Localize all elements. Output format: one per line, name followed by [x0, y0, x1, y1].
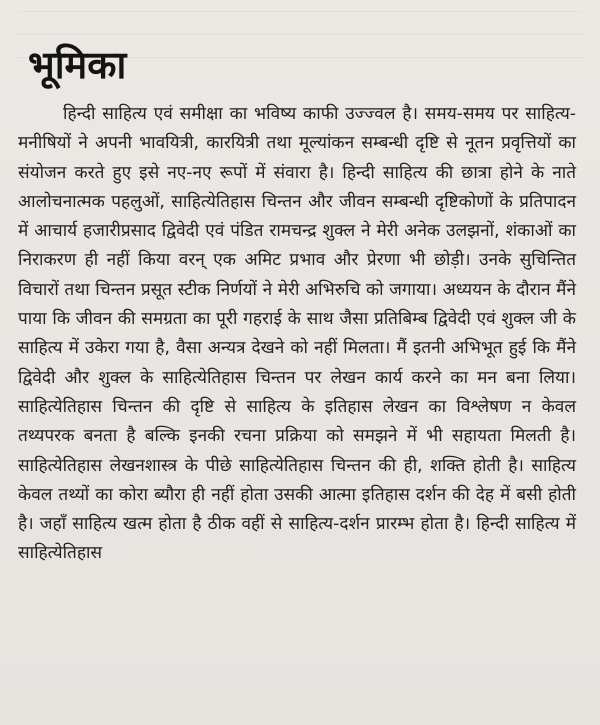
body-paragraph: हिन्दी साहित्य एवं समीक्षा का भविष्य काफी उज्ज्वल है। समय-समय पर साहित्य-मनीषियों ने अपनी भावयित्री, कारयित्री तथा मूल्यांकन सम्बन्धी दृष्टि से नूतन प्रवृत्तियों का संयोजन करते हुए इसे नए-नए रूपों में संवारा है। हिन्दी साहित्य की छात्रा होने के नाते आलोचनात्मक पहलुओं, साहित्येतिहास चिन्तन और जीवन सम्बन्धी दृष्टिकोणों के प्रतिपादन में आचार्य हजारीप्रसाद द्विवेदी एवं पंडित रामचन्द्र शुक्ल ने मेरी अनेक उलझनों, शंकाओं का निराकरण ही नहीं किया वरन् एक अमिट प्रभाव और प्रेरणा भी छोड़ी। उनके सुचिन्तित विचारों तथा चिन्तन प्रसूत स्टीक निर्णयों ने मेरी अभिरुचि को जगाया। अध्ययन के दौरान मैंने पाया कि जीवन की समग्रता का पूरी गहराई के साथ जैसा प्रतिबिम्ब द्विवेदी एवं शुक्ल जी के साहित्य में उकेरा गया है, वैसा अन्यत्र देखने को नहीं मिलता। मैं इतनी अभिभूत हुई कि मैंने द्विवेदी और शुक्ल के साहित्येतिहास चिन्तन पर लेखन कार्य करने का मन बना लिया। साहित्येतिहास चिन्तन की दृष्टि से साहित्य के इतिहास लेखन का विश्लेषण न केवल तथ्यपरक बनता है बल्कि इनकी रचना प्रक्रिया को समझने में भी सहायता मिलती है। साहित्येतिहास लेखनशास्त्र के पीछे साहित्येतिहास चिन्तन की ही, शक्ति होती है। साहित्य केवल तथ्यों का कोरा ब्यौरा ही नहीं होता उसकी आत्मा इतिहास दर्शन की देह में बसी होती है। जहाँ साहित्य खत्म होता है ठीक वहीं से साहित्य-दर्शन प्रारम्भ होता है। हिन्दी साहित्य में साहित्येतिहास	[18, 104, 576, 564]
page-heading: भूमिका	[28, 43, 127, 88]
